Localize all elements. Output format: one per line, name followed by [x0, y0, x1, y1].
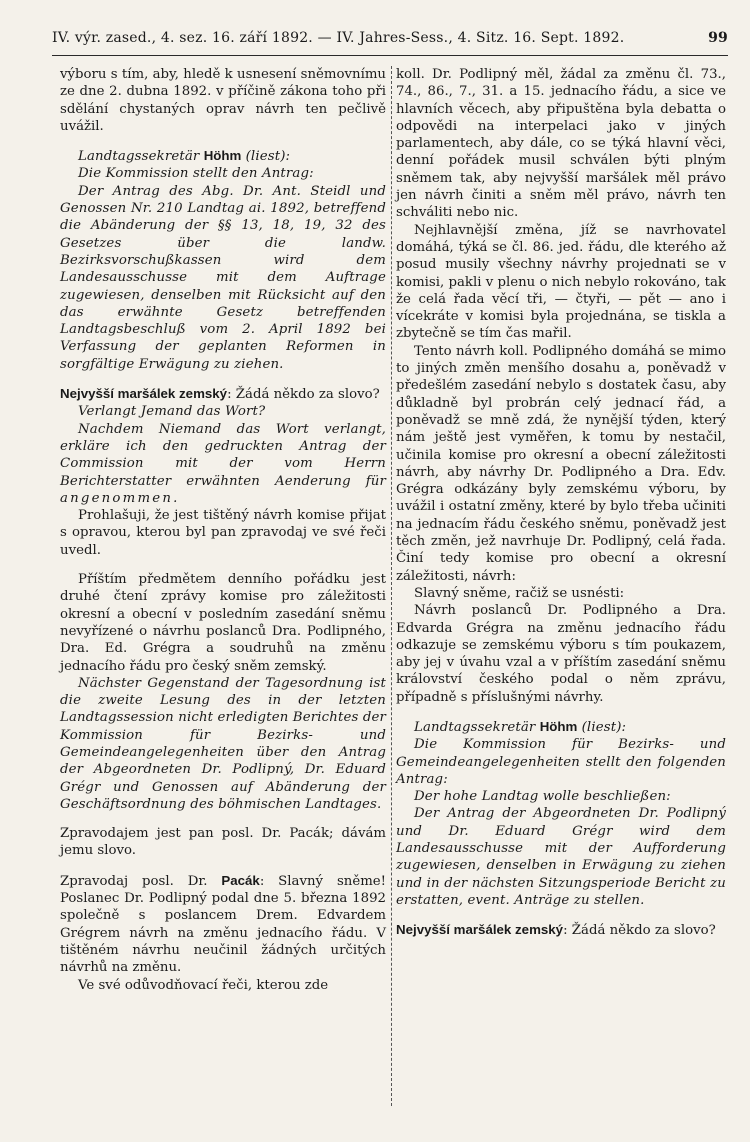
marshal-question-right: [396, 921, 726, 939]
commission-motion-intro: Die Kommission stellt den Antrag:: [78, 166, 314, 182]
german-accepted-word: angenommen: [60, 490, 174, 506]
marshal-question-left: [60, 385, 386, 403]
left-column: [60, 66, 386, 994]
german-motion-podlipny: Der Antrag der Abgeordneten Dr. Podlipný und Dr. Eduard Grégr wird dem Landesausschusse mit der Aufforderung zugewiesen, denselben in Erwägung zu ziehen und in der nächsten Sitzungsperiode Bericht zu erstatten, event. Anträge zu stellen.: [396, 806, 726, 908]
rapporteur-speech-text: : Slavný sněme! Poslanec Dr. Podlipný podal dne 5. března 1892 společně s poslancem Drem. Edvardem Grégrem návrh na změnu jednacího řádu. V tištěném návrhu neučinil žádných určitých návrhů na změnu.: [60, 873, 387, 976]
resolution-prompt: Slavný sněme, račiž se usnésti:: [414, 585, 625, 601]
secretary-name: Höhm: [203, 148, 242, 164]
resolution-text-czech: Návrh poslanců Dr. Podlipného a Dra. Edvarda Grégra na změnu jednacího řádu odkazuje se zemskému výboru s tím poukazem, aby jej v úvahu vzal a v příštím zasedání sněmu království českého podal o něm zprávu, případně s příslušnými návrhy.: [396, 603, 726, 705]
agenda-item-czech: Příštím předmětem denního pořádku jest druhé čtení zprávy komise pro záležitosti okresní a obecní v posledním zasedání sněmu nevyřízené o návrhu poslanců Dra. Podlipného, Dra. Ed. Grégra a soudruhů na změnu jednacího řádu pro český sněm zemský.: [60, 572, 386, 674]
german-declaration: [60, 421, 386, 507]
right-paragraph-3: Tento návrh koll. Podlipného domáhá se mimo to jiných změn menšího dosahu a, poněvadž v předešlém zasedání nebylo s dostatek času, aby důkladně byl probrán celý jednací řád, a poněvadž se mně zdá, že nynější týden, který nám ještě jest vyměřen, k tomu by nestačil, učinila komise pro okresní a obecní záležitosti návrh, aby návrhy Dr. Podlipného a Dra. Edv. Grégra odkázány byly zemskému výboru, by uvážil i ostatní změny, které by bylo třeba učiniti na jednacím řádu českého sněmu, poněvadž jest těch změn, jež navrhuje Dr. Podlipný, celá řada. Činí tedy komise pro obecní a okresní záležitosti, návrh:: [396, 343, 726, 584]
secretary-title: Landtagssekretär: [78, 149, 200, 165]
header-rule: [52, 55, 728, 56]
rapporteur-speech-cont: Ve své odůvodňovací řeči, kterou zde: [78, 977, 329, 993]
left-paragraph-1: výboru s tím, aby, hledě k usnesení sněmovnímu ze dne 2. dubna 1892. v příčině zákona toho při sdělání chystaných oprav návrh ten pečlivě uvážil.: [60, 67, 386, 134]
marshal-question-text-right: : Žádá někdo za slovo?: [563, 923, 716, 939]
page-number: 99: [708, 30, 728, 46]
german-declaration-text: Nachdem Niemand das Wort verlangt, erkläre ich den gedruckten Antrag der Commission mit der vom Herrn Berichterstatter erwähnten Aenderung für: [60, 421, 386, 489]
speaker-marshal: Nejvyšší maršálek zemský: [60, 386, 228, 402]
right-paragraph-1: koll. Dr. Podlipný měl, žádal za změnu čl. 73., 74., 86., 7., 31. a 15. jednacího řádu, a sice ve hlavních věcech, aby připuštěna byla debatta o odpovědi na interpelaci jako v jiných parlamentech, aby dále, co se týká hlavní věci, denní pořádek musil schválen býti plným sněmem tak, aby nejvyšší maršálek měl právo jen návrh činiti a sněm měl právo, návrh ten schváliti nebo nic.: [396, 67, 726, 221]
marshal-question-text: : Žádá někdo za slovo?: [227, 387, 380, 403]
right-column: [396, 66, 726, 940]
header-title: IV. výr. zased., 4. sez. 16. září 1892. — IV. Jahres-Sess., 4. Sitz. 16. Sept. 1892.: [52, 30, 625, 46]
german-motion-steidl: Der Antrag des Abg. Dr. Ant. Steidl und Genossen Nr. 210 Landtag ai. 1892, betreffend die Abänderung der §§ 13, 18, 19, 32 des Gesetzes über die landw. Bezirksvorschußkassen wird dem Landesausschusse mit dem Auftrage zugewiesen, denselben mit Rücksicht auf den das erwähnte Gesetz betreffenden Landtagsbeschluß vom 2. April 1892 bei Verfassung der geplanten Reformen in sorgfältige Erwägung zu ziehen.: [60, 183, 386, 372]
rapporteur-assignment: Zpravodajem jest pan posl. Dr. Pacák; dávám jemu slovo.: [60, 826, 386, 859]
german-declaration-end: .: [173, 490, 178, 506]
rapporteur-intro: Zpravodaj posl. Dr.: [60, 873, 208, 889]
commission-motion-german: Die Kommission für Bezirks- und Gemeindeangelegenheiten stellt den folgenden Antrag:: [396, 737, 726, 787]
running-header: [52, 30, 728, 52]
agenda-item-german: Nächster Gegenstand der Tagesordnung ist die zweite Lesung des in der letzten Landtagssession nicht erledigten Berichtes der Kommission für Bezirks- und Gemeindeangelegenheiten über den Antrag der Abgeordneten Dr. Podlipný, Dr. Eduard Grégr und Genossen auf Abänderung der Geschäftsordnung des böhmischen Landtages.: [60, 675, 387, 812]
german-question: Verlangt Jemand das Wort?: [78, 404, 266, 420]
rapporteur-speech: [60, 872, 386, 977]
secretary-line-left: [60, 147, 386, 165]
czech-declaration: Prohlašuji, že jest tištěný návrh komise přijat s opravou, kterou byl pan zpravodaj ve své řeči uvedl.: [60, 508, 386, 558]
column-divider: [391, 66, 392, 1106]
secretary-action: (liest):: [245, 149, 291, 165]
speaker-marshal-right: Nejvyšší maršálek zemský: [396, 922, 564, 938]
right-paragraph-2: Nejhlavnější změna, jíž se navrhovatel domáhá, týká se čl. 86. jed. řádu, dle kterého až posud musily všechny návrhy projednati se v komisi, pakli v plenu o nich nebylo rokováno, tak že celá řada věcí tři, — čtyři, — pět — ano i vícekráte v komisi byla projednána, se tiskla a zbytečně se tím čas mařil.: [396, 222, 726, 342]
landtag-resolve: Der hohe Landtag wolle beschließen:: [414, 789, 671, 805]
secretary-name-right: Höhm: [539, 718, 578, 734]
secretary-action-right: (liest):: [581, 719, 627, 735]
secretary-title-right: Landtagssekretär: [414, 719, 536, 735]
secretary-line-right: [396, 718, 726, 736]
rapporteur-name: Pacák: [221, 872, 260, 888]
